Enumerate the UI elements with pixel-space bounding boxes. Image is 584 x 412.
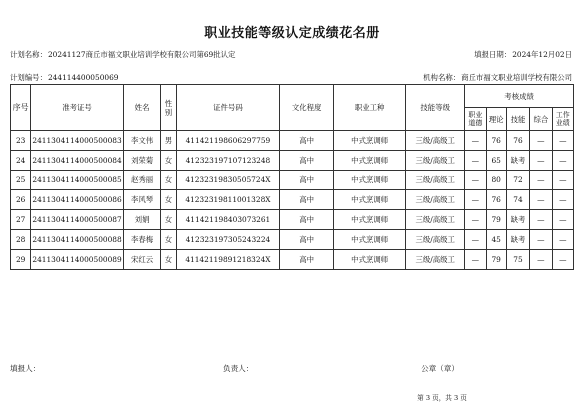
cell-education: 高中 [280,249,334,269]
organization-label: 机构名称： [423,73,461,82]
cell-name: 李春梅 [123,229,161,249]
fill-date-value: 2024年12月02日 [512,50,572,59]
header-seq: 序号 [11,85,31,131]
cell-level: 三级/高级工 [406,190,465,210]
cell-id-no: 41232319830505724X [176,170,280,190]
cell-comprehensive: — [530,190,552,210]
cell-seq: 23 [11,131,31,151]
cell-gender: 女 [161,150,176,170]
cell-occupation: 中式烹调师 [334,131,406,151]
cell-seq: 26 [11,190,31,210]
cell-occupation: 中式烹调师 [334,229,406,249]
cell-seq: 25 [11,170,31,190]
cell-id-no: 411421198403073261 [176,210,280,230]
cell-education: 高中 [280,131,334,151]
cell-occupation: 中式烹调师 [334,150,406,170]
cell-work-result: — [552,150,573,170]
cell-level: 三级/高级工 [406,210,465,230]
table-row [11,229,574,249]
cell-comprehensive: — [530,229,552,249]
organization-value: 商丘市福文职业培训学校有限公司 [461,73,572,82]
cell-education: 高中 [280,210,334,230]
roster-body [11,131,574,270]
cell-work-result: — [552,131,573,151]
cell-theory: 80 [486,170,506,190]
cell-gender: 女 [161,249,176,269]
header-occupation: 职业工种 [334,85,406,131]
cell-work-result: — [552,229,573,249]
cell-level: 三级/高级工 [406,229,465,249]
organization [423,72,572,83]
cell-ethics: — [465,150,486,170]
cell-work-result: — [552,190,573,210]
cell-ethics: — [465,131,486,151]
cell-ethics: — [465,249,486,269]
plan-name [10,49,235,60]
cell-ethics: — [465,229,486,249]
cell-ethics: — [465,210,486,230]
cell-comprehensive: — [530,150,552,170]
table-row [11,190,574,210]
cell-education: 高中 [280,150,334,170]
cell-occupation: 中式烹调师 [334,190,406,210]
cell-seq: 27 [11,210,31,230]
plan-number [10,72,119,83]
cell-education: 高中 [280,190,334,210]
cell-skill: 缺考 [506,150,529,170]
cell-skill: 72 [506,170,529,190]
manager-signature: 负责人： [223,364,254,373]
score-roster-table [10,84,574,270]
cell-theory: 45 [486,229,506,249]
cell-name: 宋红云 [123,249,161,269]
header-id-no: 证件号码 [176,85,280,131]
cell-comprehensive: — [530,210,552,230]
cell-exam-no: 2411304114000500088 [31,229,123,249]
table-row [11,210,574,230]
cell-comprehensive: — [530,249,552,269]
plan-number-label: 计划编号： [10,73,47,82]
cell-skill: 76 [506,131,529,151]
cell-gender: 女 [161,229,176,249]
cell-occupation: 中式烹调师 [334,249,406,269]
cell-level: 三级/高级工 [406,150,465,170]
cell-seq: 24 [11,150,31,170]
cell-gender: 男 [161,131,176,151]
page-number: 第 3 页，共 3 页 [417,394,467,402]
cell-name: 刘荣菊 [123,150,161,170]
cell-theory: 76 [486,190,506,210]
header-skill: 技能 [506,108,529,131]
cell-level: 三级/高级工 [406,131,465,151]
cell-gender: 女 [161,170,176,190]
cell-id-no: 412323197107123248 [176,150,280,170]
header-row [11,85,574,108]
plan-name-label: 计划名称： [10,50,47,59]
header-theory: 理论 [486,108,506,131]
cell-skill: 缺考 [506,210,529,230]
cell-id-no: 411421198606297759 [176,131,280,151]
cell-ethics: — [465,170,486,190]
header-exam-no: 准考证号 [31,85,123,131]
cell-occupation: 中式烹调师 [334,170,406,190]
official-seal: 公章（章） [421,364,459,373]
plan-number-value: 24411440005006​9 [47,73,119,82]
cell-comprehensive: — [530,131,552,151]
cell-level: 三级/高级工 [406,249,465,269]
cell-name: 赵秀丽 [123,170,161,190]
fill-date [474,49,572,60]
header-level: 技能等级 [406,85,465,131]
header-work-result: 工作业绩 [552,108,573,131]
fill-date-label: 填报日期： [474,50,512,59]
filler-signature: 填报人： [10,364,41,373]
cell-work-result: — [552,249,573,269]
cell-skill: 75 [506,249,529,269]
cell-skill: 74 [506,190,529,210]
cell-occupation: 中式烹调师 [334,210,406,230]
cell-name: 李风琴 [123,190,161,210]
cell-seq: 28 [11,229,31,249]
cell-work-result: — [552,170,573,190]
plan-name-value: 20241127商丘市福文职业培训学校有限公司第69批认定 [47,50,236,59]
table-row [11,131,574,151]
cell-id-no: 41232319811001328X [176,190,280,210]
cell-seq: 29 [11,249,31,269]
header-gender: 性别 [161,85,176,131]
document-title: 职业技能等级认定成绩花名册 [204,26,380,41]
cell-level: 三级/高级工 [406,170,465,190]
cell-education: 高中 [280,229,334,249]
cell-exam-no: 2411304114000500083 [31,131,123,151]
cell-exam-no: 2411304114000500086 [31,190,123,210]
cell-theory: 79 [486,249,506,269]
header-name: 姓名 [123,85,161,131]
cell-theory: 65 [486,150,506,170]
header-scores: 考核成绩 [465,85,574,108]
cell-exam-no: 2411304114000500085 [31,170,123,190]
cell-exam-no: 2411304114000500087 [31,210,123,230]
cell-education: 高中 [280,170,334,190]
cell-name: 李文伟 [123,131,161,151]
header-education: 文化程度 [280,85,334,131]
cell-name: 刘娟 [123,210,161,230]
cell-gender: 女 [161,210,176,230]
cell-ethics: — [465,190,486,210]
cell-comprehensive: — [530,170,552,190]
cell-id-no: 41142119891218324X [176,249,280,269]
table-row [11,170,574,190]
header-comprehensive: 综合 [530,108,552,131]
cell-theory: 76 [486,131,506,151]
cell-id-no: 412323197305243224 [176,229,280,249]
cell-theory: 79 [486,210,506,230]
header-ethics: 职业道德 [465,108,486,131]
cell-work-result: — [552,210,573,230]
cell-gender: 女 [161,190,176,210]
table-row [11,249,574,269]
cell-exam-no: 2411304114000500089 [31,249,123,269]
table-row [11,150,574,170]
cell-skill: 缺考 [506,229,529,249]
cell-exam-no: 2411304114000500084 [31,150,123,170]
